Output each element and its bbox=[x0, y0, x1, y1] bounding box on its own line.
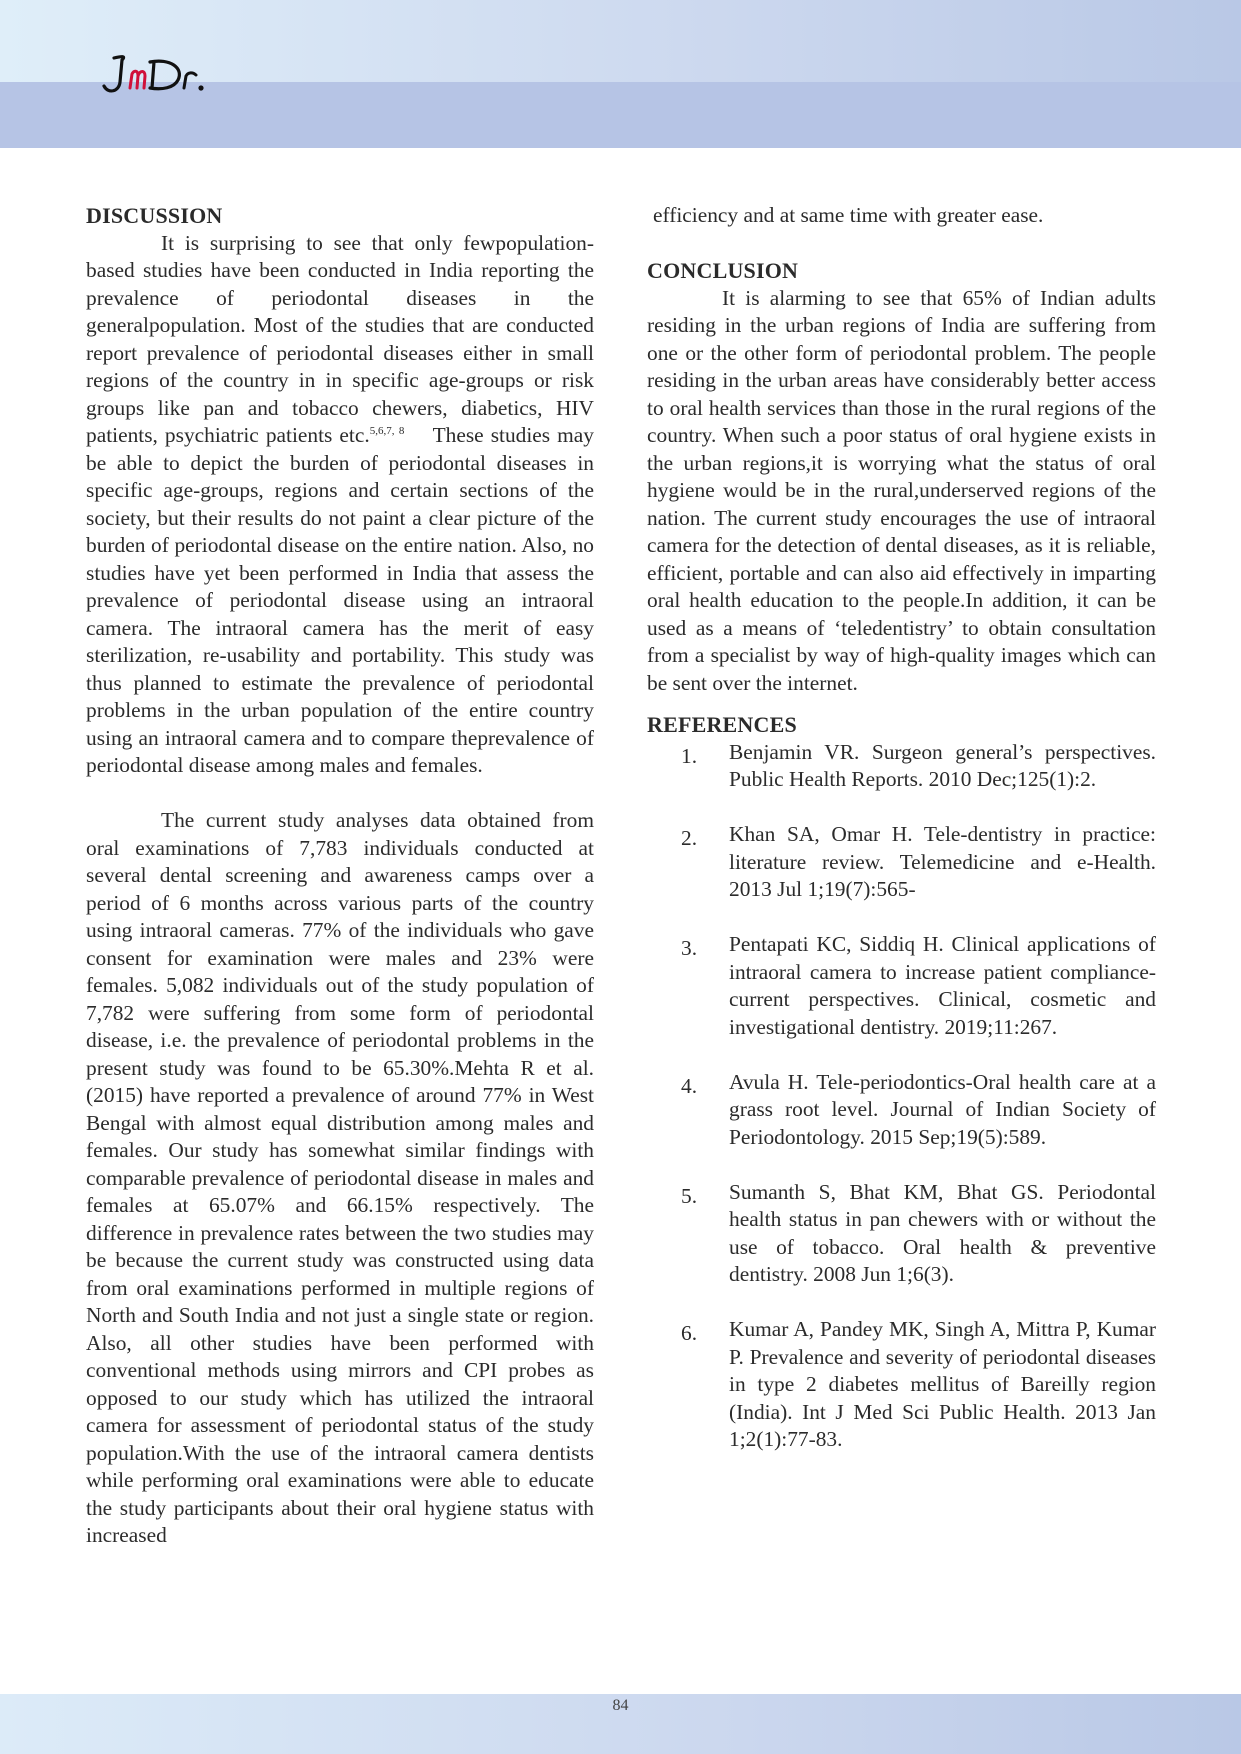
page-number: 84 bbox=[612, 1697, 629, 1714]
reference-number: 2. bbox=[681, 826, 698, 850]
reference-text: Khan SA, Omar H. Tele-dentistry in practice: literature review. Telemedicine and e-Health. 2013 Jul 1;19(7):565- bbox=[729, 822, 1156, 901]
discussion-heading: DISCUSSION bbox=[86, 203, 223, 228]
reference-number: 5. bbox=[681, 1183, 698, 1208]
reference-item bbox=[647, 1069, 1156, 1152]
discussion-p1-text-cont: These studies may be able to depict the burden of periodontal diseases in specific age-groups, regions and certain sections of the society, but their results do not paint a clear picture of the burden of periodontal disease on the entire nation. Also, no studies have yet been performed in India that assess the prevalence of periodontal disease using an intraoral camera. The intraoral camera has the merit of easy sterilization, re-usability and portability. This study was thus planned to estimate the prevalence of periodontal problems in the urban population of the entire country using an intraoral camera and to compare theprevalence of periodontal disease among males and females. bbox=[86, 423, 594, 777]
reference-number: 1. bbox=[681, 743, 698, 768]
conclusion-heading: CONCLUSION bbox=[647, 258, 799, 283]
reference-text: Benjamin VR. Surgeon general’s perspectives. Public Health Reports. 2010 Dec;125(1):2. bbox=[729, 739, 1156, 791]
references-heading: REFERENCES bbox=[647, 712, 797, 737]
reference-text: Pentapati KC, Siddiq H. Clinical applications of intraoral camera to increase patient compliance-current perspectives. Clinical, cosmetic and investigational dentistry. 2019;11:267. bbox=[729, 932, 1156, 1039]
reference-item bbox=[647, 739, 1156, 794]
reference-number: 6. bbox=[681, 1321, 698, 1345]
discussion-paragraph-2: The current study analyses data obtained from oral examinations of 7,783 individuals conducted at several dental screening and awareness camps over a period of 6 months across various parts of the country using intraoral cameras. 77% of the individuals who gave consent for examination were males and 23% were females. 5,082 individuals out of the study population of 7,782 were suffering from some form of periodontal disease, i.e. the prevalence of periodontal problems in the present study was found to be 65.30%.Mehta R et al. (2015) have reported a prevalence of around 77% in West Bengal with almost equal distribution among males and females. Our study has somewhat similar findings with comparable prevalence of periodontal disease in males and females at 65.07% and 66.15% respectively. The difference in prevalence rates between the two studies may be because the current study was constructed using data from oral examinations performed in multiple regions of North and South India and not just a single state or region. Also, all other studies have been performed with conventional methods using mirrors and CPI probes as opposed to our study which has utilized the intraoral camera for assessment of periodontal status of the study population.With the use of the intraoral camera dentists while performing oral examinations were able to educate the study participants about their oral hygiene status with increased bbox=[86, 808, 594, 1547]
discussion-paragraph-1 bbox=[86, 230, 594, 780]
reference-text: Kumar A, Pandey MK, Singh A, Mittra P, Kumar P. Prevalence and severity of periodontal diseases in type 2 diabetes mellitus of Bareilly region (India). Int J Med Sci Public Health. 2013 Jan 1;2(1):77-83. bbox=[729, 1317, 1156, 1451]
reference-number: 3. bbox=[681, 936, 698, 960]
reference-item bbox=[647, 1316, 1156, 1454]
reference-text: Avula H. Tele-periodontics-Oral health care at a grass root level. Journal of Indian Society of Periodontology. 2015 Sep;19(5):589. bbox=[729, 1069, 1156, 1149]
discussion-continuation: efficiency and at same time with greater ease. bbox=[653, 203, 1044, 227]
reference-item bbox=[647, 821, 1156, 904]
reference-item bbox=[647, 931, 1156, 1041]
conclusion-paragraph: It is alarming to see that 65% of Indian adults residing in the urban regions of India are suffering from one or the other form of periodontal problem. The people residing in the urban areas have considerably better access to oral health services than those in the rural regions of the country. When such a poor status of oral hygiene exists in the urban regions,it is worrying what the status of oral hygiene would be in the rural,underserved regions of the nation. The current study encourages the use of intraoral camera for the detection of dental diseases, as it is reliable, efficient, portable and can also aid effectively in imparting oral health education to the people.In addition, it can be used as a means of ‘teledentistry’ to obtain consultation from a specialist by way of high-quality images which can be sent over the internet. bbox=[647, 285, 1156, 695]
reference-text: Sumanth S, Bhat KM, Bhat GS. Periodontal health status in pan chewers with or without the use of tobacco. Oral health & preventive dentistry. 2008 Jun 1;6(3). bbox=[729, 1179, 1156, 1286]
reference-item bbox=[647, 1179, 1156, 1289]
discussion-p1-text: It is surprising to see that only fewpopulation-based studies have been conducted in India reporting the prevalence of periodontal diseases in the generalpopulation. Most of the studies that are conducted report prevalence of periodontal diseases either in small regions of the country in in specific age-groups or risk groups like pan and tobacco chewers, diabetics, HIV patients, psychiatric patients etc. bbox=[86, 230, 594, 447]
left-column bbox=[86, 202, 594, 1550]
right-column bbox=[647, 202, 1156, 1481]
references-list bbox=[647, 739, 1156, 1454]
reference-number: 4. bbox=[681, 1073, 698, 1098]
journal-logo bbox=[100, 48, 220, 100]
citation-superscript: 5,6,7, 8 bbox=[369, 424, 405, 437]
